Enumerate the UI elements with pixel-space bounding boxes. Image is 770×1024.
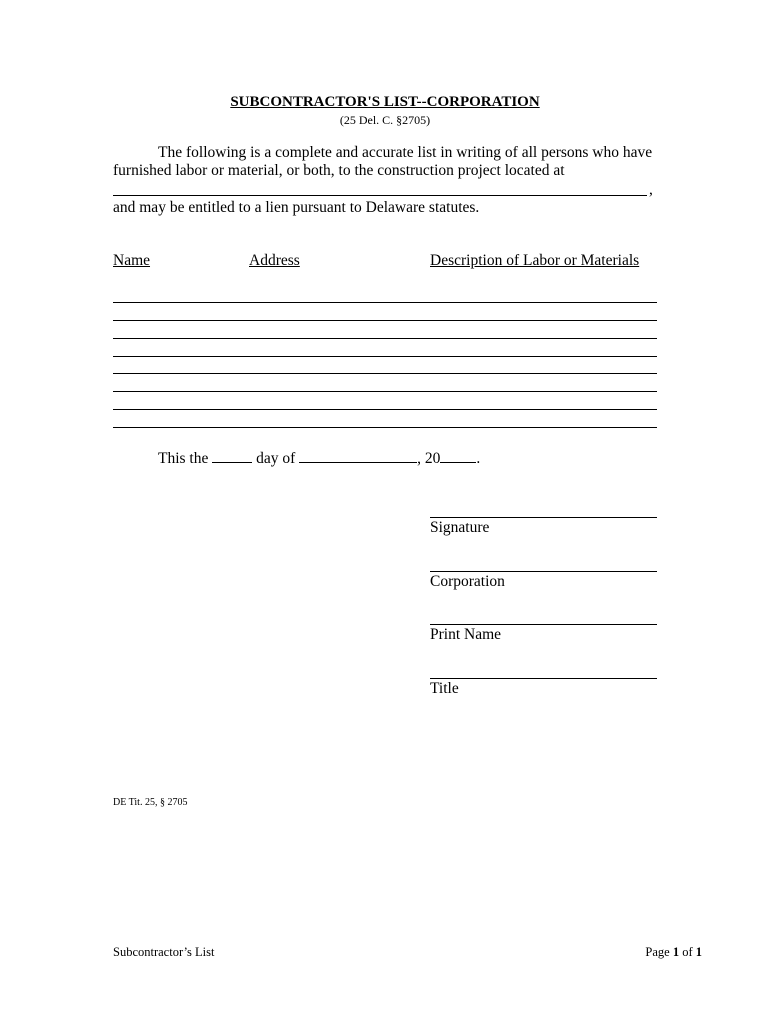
list-row-line[interactable]	[113, 338, 657, 339]
list-row-line[interactable]	[113, 391, 657, 392]
intro-line-1: The following is a complete and accurate list in writing of all persons who have	[158, 144, 653, 161]
list-row-line[interactable]	[113, 373, 657, 374]
date-this-the: This the	[158, 450, 209, 467]
header-name: Name	[113, 252, 151, 269]
document-title: SUBCONTRACTOR'S LIST--CORPORATION	[230, 94, 540, 110]
signature-line[interactable]	[430, 517, 657, 518]
title-line[interactable]	[430, 678, 657, 679]
print-name-label: Print Name	[430, 626, 502, 643]
day-blank[interactable]	[212, 448, 252, 463]
date-year-prefix: , 20	[417, 450, 441, 467]
list-row-line[interactable]	[113, 320, 657, 321]
statute-reference: DE Tit. 25, § 2705	[113, 797, 188, 808]
intro-line-2: furnished labor or material, or both, to the construction project located at	[113, 162, 565, 179]
date-line	[158, 448, 480, 468]
year-blank[interactable]	[440, 448, 476, 463]
corporation-label: Corporation	[430, 573, 505, 590]
list-row-line[interactable]	[113, 302, 657, 303]
intro-line-3: and may be entitled to a lien pursuant to Delaware statutes.	[113, 199, 480, 216]
print-name-line[interactable]	[430, 624, 657, 625]
header-description: Description of Labor or Materials	[430, 252, 640, 269]
footer-of-word: of	[682, 945, 693, 959]
footer-document-name: Subcontractor’s List	[113, 945, 215, 959]
list-row-line[interactable]	[113, 356, 657, 357]
date-end: .	[476, 450, 481, 467]
location-comma: ,	[649, 181, 653, 198]
document-citation: (25 Del. C. §2705)	[339, 113, 431, 127]
footer-page-total: 1	[695, 945, 702, 959]
title-label: Title	[430, 680, 459, 697]
signature-label: Signature	[430, 519, 490, 536]
footer-page-word: Page	[645, 945, 670, 959]
list-row-line[interactable]	[113, 427, 657, 428]
project-location-blank[interactable]	[113, 195, 647, 196]
header-address: Address	[249, 252, 300, 269]
date-day-of: day of	[256, 450, 296, 467]
month-blank[interactable]	[299, 448, 417, 463]
list-row-line[interactable]	[113, 409, 657, 410]
footer-page-number	[645, 945, 702, 960]
corporation-line[interactable]	[430, 571, 657, 572]
footer-page-current: 1	[672, 945, 680, 959]
